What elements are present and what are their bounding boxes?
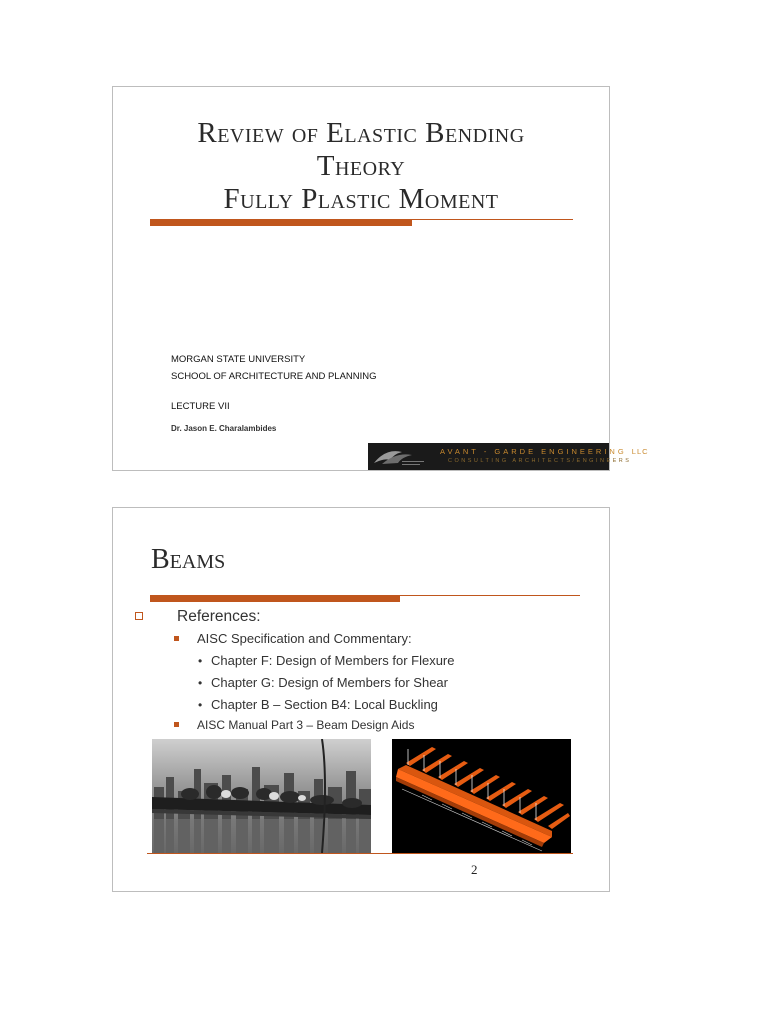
list-item: AISC Specification and Commentary: [135, 628, 595, 650]
dot-bullet-icon: • [198, 698, 203, 712]
list-item: • Chapter F: Design of Members for Flexure [135, 650, 595, 672]
author-name: Dr. Jason E. Charalambides [171, 424, 277, 433]
list-item: AISC Manual Part 3 – Beam Design Aids [135, 716, 595, 734]
hollow-square-bullet-icon [135, 612, 143, 620]
slide-2-title: Beams [151, 544, 226, 575]
list-item: • Chapter B – Section B4: Local Buckling [135, 694, 595, 716]
school-name: SCHOOL OF ARCHITECTURE AND PLANNING [171, 371, 377, 382]
title-rule-thick [150, 220, 412, 226]
beam-model-render [392, 739, 571, 853]
title-line-3: Fully Plastic Moment [223, 183, 499, 215]
logo-company-suffix: LLC [631, 447, 649, 456]
slide-2 [112, 507, 610, 892]
university-name: MORGAN STATE UNIVERSITY [171, 354, 306, 365]
title-line-1: Review of Elastic Bending [197, 117, 525, 149]
footer-rule [147, 853, 573, 854]
dot-bullet-icon: • [198, 676, 203, 690]
lecture-number: LECTURE VII [171, 401, 230, 412]
title-rule-thick [150, 596, 400, 602]
logo-company-name: AVANT - GARDE ENGINEERING [440, 447, 627, 456]
list-item: References: [135, 606, 595, 628]
company-logo [368, 443, 649, 470]
square-bullet-icon [174, 636, 179, 641]
logo-emblem-icon [372, 446, 426, 467]
dot-bullet-icon: • [198, 654, 203, 668]
slide-1 [112, 86, 649, 471]
square-bullet-icon [174, 722, 179, 727]
title-line-2: Theory [316, 150, 406, 182]
list-item: • Chapter G: Design of Members for Shear [135, 672, 595, 694]
workers-on-beam-photo [152, 739, 371, 853]
page-number: 2 [471, 862, 478, 877]
logo-company-subtitle: CONSULTING ARCHITECTS/ENGINEERS [448, 458, 632, 464]
bullet-list [135, 606, 595, 734]
slide-1-title [113, 117, 609, 216]
